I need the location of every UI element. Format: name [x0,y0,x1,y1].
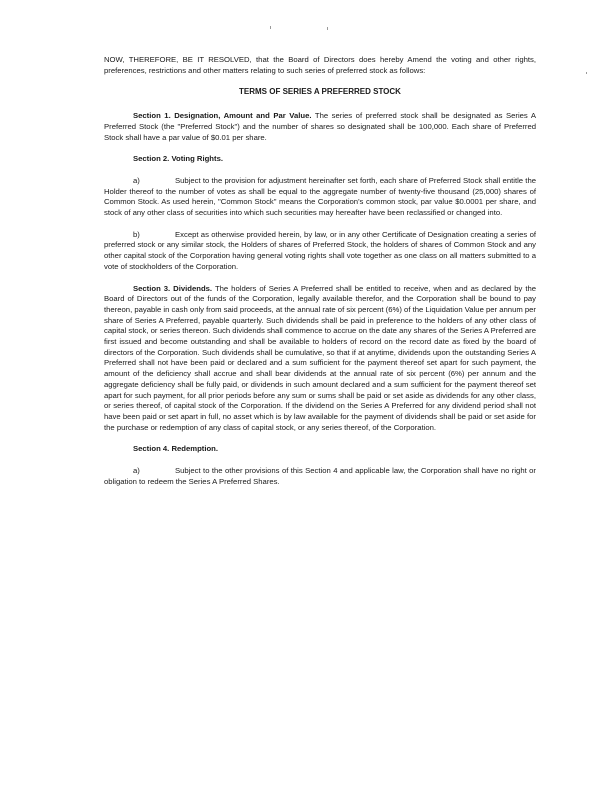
section-2-item-a [104,176,536,219]
section-1-body: The series of preferred stock shall be designated as Series A Preferred Stock (the "Preferred Stock") and the number of shares so designated shall be 100,000. Each share of Preferred Stock shall have a par value of $0.01 per share. [104,111,537,142]
section-3-body: The holders of Series A Preferred shall be entitled to receive, when and as declared by the Board of Directors out of the funds of the Corporation, legally available therefor, and the Corporation shall be bound to pay thereon, payable in cash only from said proceeds, at the annual rate of six percent (6%) of the Liquidation Value per annum per share of Series A Preferred, payable quarterly. Such dividends shall be paid in preference to the holders of any other class of capital stock, or series thereon. Such dividends shall commence to accrue on the date any shares of the Series A Preferred are first issued and become outstanding and shall be available to holders of record on the record date as fixed by the board of directors of the Corporation. Such dividends shall be cumulative, so that if at anytime, dividends upon the outstanding Series A Preferred shall not have been paid or declared and a sum sufficient for the payment thereof set apart for such payment, the amount of the deficiency shall accrue and shall bear dividends at the annual rate of six percent (6%) per annum and the aggregate deficiency shall be fully paid, or dividends in such amount declared and a sum sufficient for the payment thereof set apart for such payment, for all prior periods before any sum or sums shall be paid or set aside as dividends for any other class, or series thereof, of capital stock of the Corporation. If the dividend on the Series A Preferred for any dividend period shall not have been paid or set apart in full, no asset which is by law available for the payment of dividends shall be paid or set aside for the purchase or redemption of any class of capital stock, or any series thereof, of the Corporation. [104,283,537,432]
scan-speck [586,72,587,74]
section-3-paragraph [104,284,536,434]
preamble-paragraph: NOW, THEREFORE, BE IT RESOLVED, that the Board of Directors does hereby Amend the voting and other rights, preferences, restrictions and other matters relating to such series of preferred stock as follows: [104,55,536,75]
document-heading: TERMS OF SERIES A PREFERRED STOCK [239,87,401,97]
item-text: Except as otherwise provided herein, by law, or in any other Certificate of Designation creating a series of preferred stock or any similar stock, the Holders of shares of Preferred Stock, the holders of shares of Common Stock and any other capital stock of the Corporation having general voting rights shall vote together as one class on all matters submitted to a vote of stockholders of the Corporation. [104,229,536,271]
item-label: a) [133,175,140,185]
section-1-title: Section 1. Designation, Amount and Par Value. [133,111,312,121]
item-label: a) [133,466,140,476]
document-body [104,55,536,499]
section-2-item-b [104,230,536,273]
section-2-title: Section 2. Voting Rights. [133,154,223,164]
scan-speck [270,26,271,29]
item-text: Subject to the provision for adjustment hereinafter set forth, each share of Preferred Stock shall entitle the Holder thereof to the number of votes as shall be equal to the aggregate number of twenty-five thousand (25,000) shares of Common Stock. As used herein, "Common Stock" means the Corporation's common stock, par value $0.0001 per share, and stock of any other class of securities into which such securities may hereafter have been reclassified or changed into. [104,175,536,218]
item-label: b) [133,229,140,239]
section-3-title: Section 3. Dividends. [133,283,213,293]
scan-speck [327,27,328,30]
item-text: Subject to the other provisions of this Section 4 and applicable law, the Corporation shall have no right or obligation to redeem the Series A Preferred Shares. [104,466,536,486]
section-4-item-a [104,466,536,487]
section-4-title: Section 4. Redemption. [133,444,219,454]
section-1-paragraph [104,111,536,143]
